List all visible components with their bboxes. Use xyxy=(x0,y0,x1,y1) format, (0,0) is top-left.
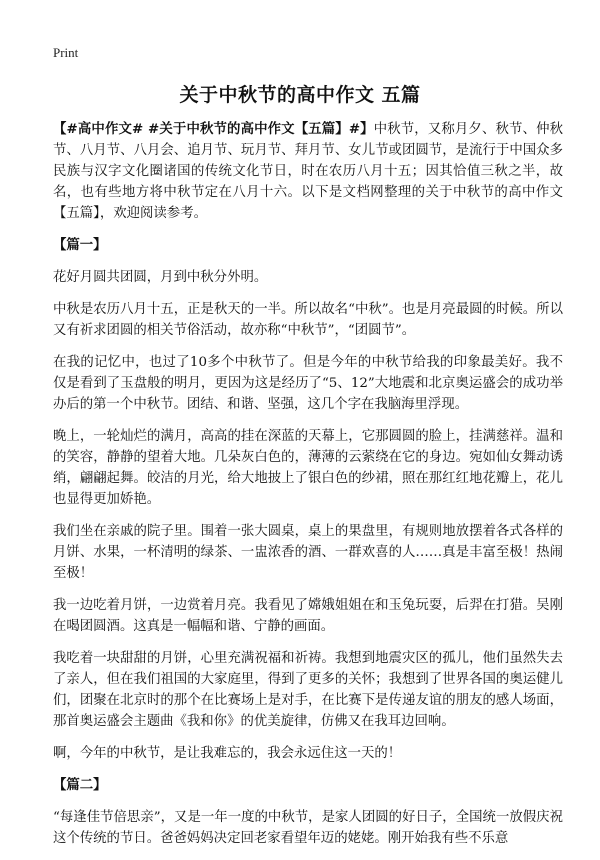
paragraph: 在我的记忆中，也过了10多个中秋节了。但是今年的中秋节给我的印象最美好。我不仅是看到了玉盘般的明月，更因为这是经历了“5、12”大地震和北京奥运盛会的成功举办后的第一个中秋节。团结、和谐、坚强，这几个字在我脑海里浮现。 xyxy=(53,355,563,412)
section-heading-1: 【篇一】 xyxy=(53,237,107,253)
article-body xyxy=(53,119,563,860)
paragraph: 花好月圆共团圆，月到中秋分外明。 xyxy=(53,270,268,285)
paragraph: 晚上，一轮灿烂的满月，高高的挂在深蓝的天幕上，它那圆圆的脸上，挂满慈祥。温和的笑容，静静的望着大地。几朵灰白色的，薄薄的云萦绕在它的身边。宛如仙女舞动诱绡，翩翩起舞。皎洁的月光，给大地披上了银白色的纱裙，照在那红红地花瓣上，花儿也显得更加娇艳。 xyxy=(53,429,563,507)
paragraph: 啊，今年的中秋节，是让我难忘的，我会永远住这一天的！ xyxy=(53,746,402,761)
intro-paragraph xyxy=(53,119,563,224)
paragraph: “每逢佳节倍思亲”，又是一年一度的中秋节，是家人团圆的好日子，全国统一放假庆祝这个传统的节日。爸爸妈妈决定回老家看望年迈的姥姥。刚开始我有些不乐意 xyxy=(53,810,563,846)
paragraph: 中秋是农历八月十五，正是秋天的一半。所以故名“中秋”。也是月亮最圆的时候。所以又有祈求团圆的相关节俗活动，故亦称“中秋节”，“团圆节”。 xyxy=(53,302,563,338)
page-title: 关于中秋节的高中作文 五篇 xyxy=(179,84,421,106)
section-heading-2: 【篇二】 xyxy=(53,777,107,793)
intro-text: 中秋节，又称月夕、秋节、仲秋节、八月节、八月会、追月节、玩月节、拜月节、女儿节或团圆节，是流行于中国众多民族与汉字文化圈诸国的传统文化节日，时在农历八月十五；因其恰值三秋之半，故名，也有些地方将中秋节定在八月十六。以下是文档网整理的关于中秋节的高中作文【五篇】，欢迎阅读参考。 xyxy=(53,122,564,221)
paragraph: 我吃着一块甜甜的月饼，心里充满祝福和祈祷。我想到地震灾区的孤儿，他们虽然失去了亲人，但在我们祖国的大家庭里，得到了更多的关怀；我想到了世界各国的奥运健儿们，团聚在北京时的那个在比赛场上是对手，在比赛下是传递友谊的朋友的感人场面，那首奥运盛会主题曲《我和你》的优美旋律，仿佛又在我耳边回响。 xyxy=(53,651,563,729)
paragraph: 我们坐在亲戚的院子里。围着一张大圆桌，桌上的果盘里，有规则地放摆着各式各样的月饼、水果，一杯清明的绿茶、一盅浓香的酒、一群欢喜的人……真是丰富至极！热闹至极！ xyxy=(53,524,563,581)
intro-tags: 【#高中作文# #关于中秋节的高中作文【五篇】#】 xyxy=(53,121,374,137)
paragraph: 我一边吃着月饼，一边赏着月亮。我看见了嫦娥姐姐在和玉兔玩耍，后羿在打猎。吴刚在喝团圆酒。这真是一幅幅和谐、宁静的画面。 xyxy=(53,598,563,634)
print-link[interactable]: Print xyxy=(53,45,79,60)
